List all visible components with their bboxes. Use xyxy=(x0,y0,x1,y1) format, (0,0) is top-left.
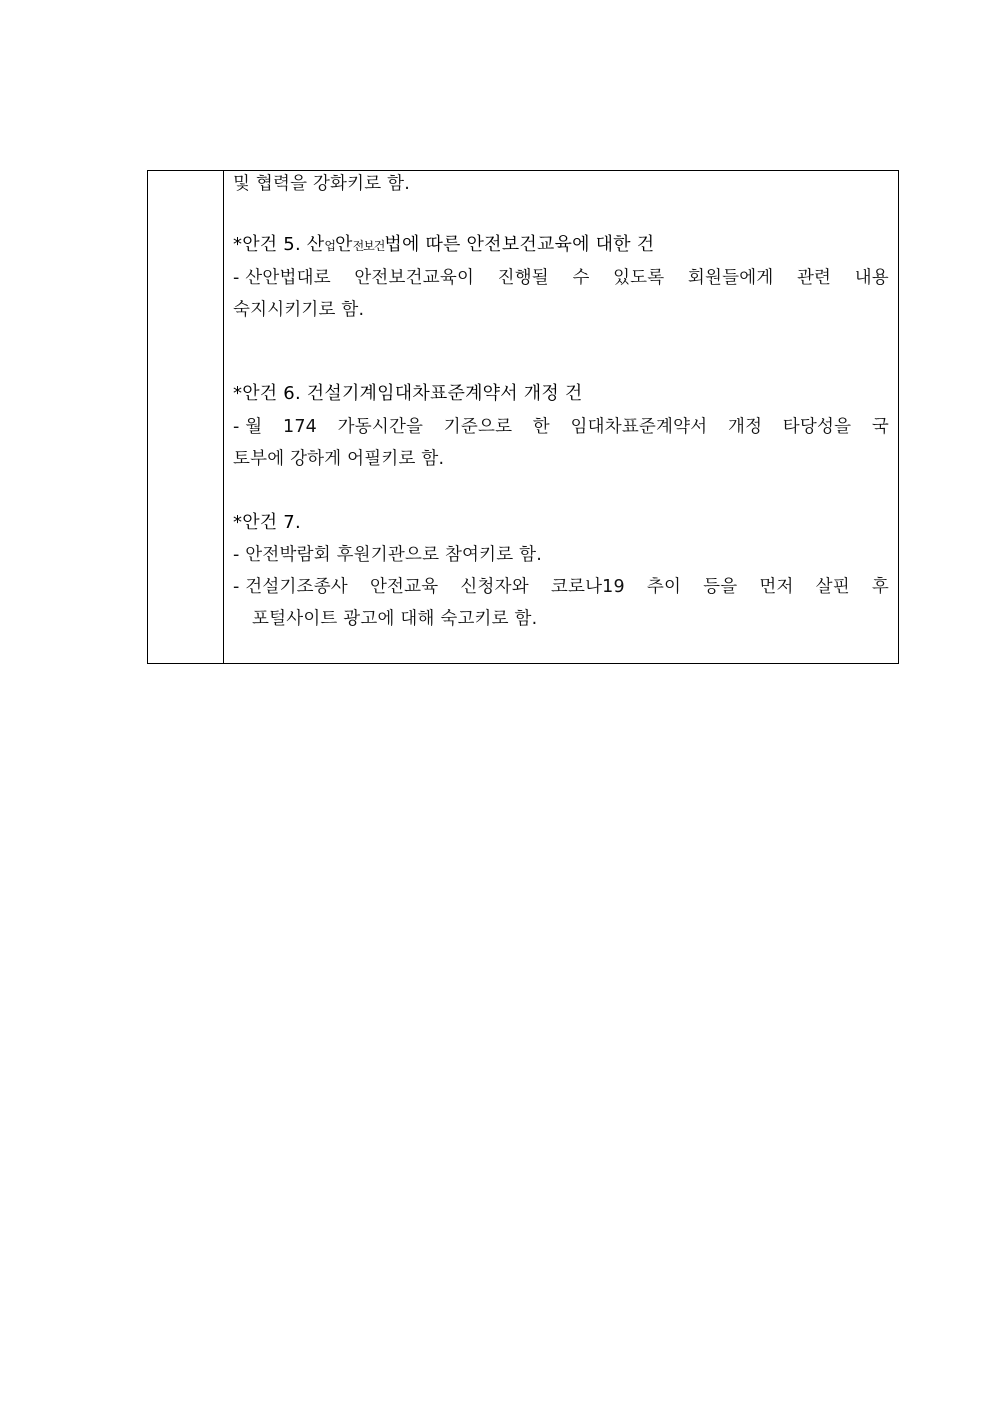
word: - 건설기조종사 xyxy=(233,577,348,597)
text-line: 및 협력을 강화키로 함. xyxy=(233,174,410,194)
word: 174 xyxy=(283,417,318,437)
word: 기준으로 xyxy=(443,417,513,437)
word: 후 xyxy=(871,577,889,597)
content-cell xyxy=(224,171,898,663)
word: 내용 xyxy=(854,268,889,288)
word: 수 xyxy=(572,268,590,288)
text-line: 토부에 강하게 어필키로 함. xyxy=(233,449,445,469)
heading-text: *안건 5. 산 xyxy=(233,234,325,255)
word: 임대차표준계약서 xyxy=(570,417,708,437)
agenda-5-heading xyxy=(233,234,889,257)
word: 국 xyxy=(871,417,889,437)
agenda-7-heading: *안건 7. xyxy=(233,512,301,533)
text-line xyxy=(233,576,889,598)
text-line: - 안전박람회 후원기관으로 참여키로 함. xyxy=(233,545,543,565)
heading-text-small: 전보건 xyxy=(352,239,385,253)
heading-text: 안 xyxy=(334,234,353,255)
minutes-table xyxy=(147,170,899,664)
word: 있도록 xyxy=(613,268,665,288)
word: 안전교육 xyxy=(369,577,439,597)
word: - 산안법대로 xyxy=(233,268,331,288)
word: 살핀 xyxy=(815,577,850,597)
word: 신청자와 xyxy=(460,577,529,597)
word: 회원들에게 xyxy=(687,268,774,288)
text-line xyxy=(233,416,889,438)
text-line: 숙지시키기로 함. xyxy=(233,300,365,320)
agenda-6-heading: *안건 6. 건설기계임대차표준계약서 개정 건 xyxy=(233,383,583,404)
word: 등을 xyxy=(703,577,738,597)
word: 먼저 xyxy=(759,577,794,597)
word: 가동시간을 xyxy=(337,417,424,437)
text-line: 포털사이트 광고에 대해 숙고키로 함. xyxy=(252,609,538,629)
word: 한 xyxy=(532,417,550,437)
label-cell xyxy=(148,171,224,663)
word: - 월 xyxy=(233,417,263,437)
text-line xyxy=(233,267,889,289)
word: 진행될 xyxy=(497,268,549,288)
word: 관련 xyxy=(796,268,832,288)
word: 코로나19 xyxy=(550,577,625,597)
word: 개정 xyxy=(727,417,763,437)
heading-text: 법에 따른 안전보건교육에 대한 건 xyxy=(384,234,655,255)
word: 타당성을 xyxy=(782,417,852,437)
word: 추이 xyxy=(646,577,682,597)
heading-text-small: 업 xyxy=(324,239,335,253)
word: 안전보건교육이 xyxy=(354,268,475,288)
